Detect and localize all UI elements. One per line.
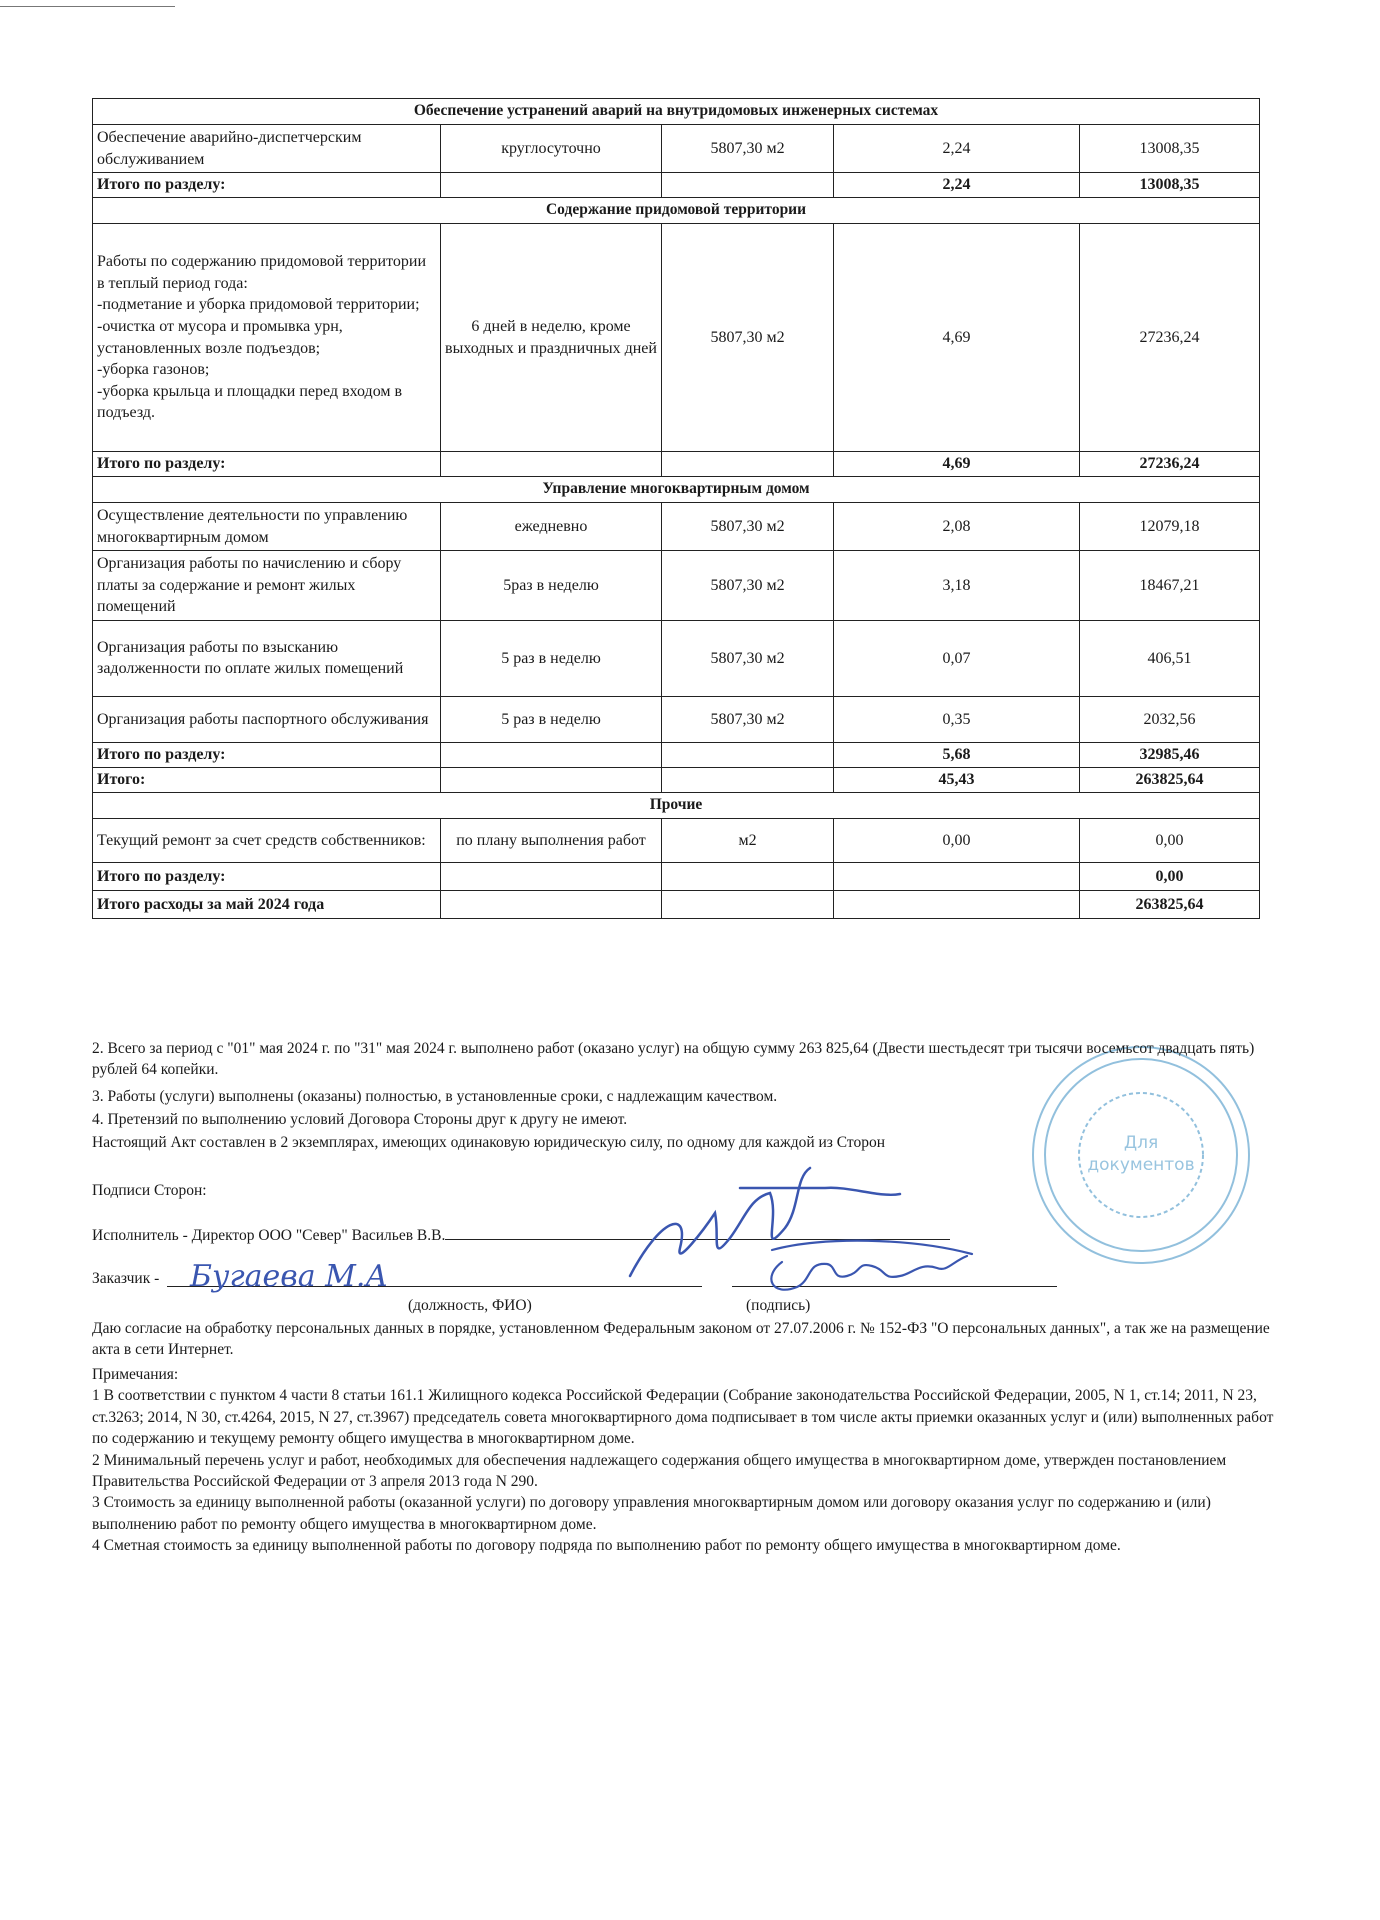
expenses-total-row [93, 890, 1260, 918]
total-sum: 0,00 [1080, 862, 1260, 890]
total-sum: 32985,46 [1080, 742, 1260, 767]
empty-cell [441, 890, 662, 918]
note-item: 3 Стоимость за единицу выполненной работы (оказанной услуги) по договору управления многоквартирным домом или договору оказания услуг по содержанию и (или) выполнению работ по ремонту общего имущества в многоквартирном доме. [92, 1494, 1211, 1533]
note-item: 2 Минимальный перечень услуг и работ, необходимых для обеспечения надлежащего содержания общего имущества в многоквартирном доме, утвержден постановлением Правительства Российской Федерации от 3 апреля 2013 года N 290. [92, 1451, 1227, 1490]
service-rate: 0,07 [834, 620, 1080, 696]
empty-cell [662, 742, 834, 767]
empty-cell [662, 452, 834, 477]
total-sum: 13008,35 [1080, 173, 1260, 198]
paragraph-consent: Даю согласие на обработку персональных данных в порядке, установленном Федеральным законом от 27.07.2006 г. № 152-ФЗ "О персональных данных", а так же на размещение акта в сети Интернет. [92, 1320, 1270, 1359]
total-sum: 27236,24 [1080, 452, 1260, 477]
service-area: 5807,30 м2 [662, 224, 834, 452]
empty-cell [834, 862, 1080, 890]
service-frequency: 6 дней в неделю, кроме выходных и праздничных дней [441, 224, 662, 452]
section-total-row [93, 173, 1260, 198]
empty-cell [441, 862, 662, 890]
total-rate: 2,24 [834, 173, 1080, 198]
section-header-row [93, 198, 1260, 224]
section-total-row [93, 862, 1260, 890]
customer-name-handwriting [186, 1252, 446, 1302]
notes-block [92, 1364, 1292, 1556]
customer-handwritten-text: Бугаева М.А [190, 1259, 389, 1294]
table-row [93, 551, 1260, 621]
service-rate: 3,18 [834, 551, 1080, 621]
service-rate: 4,69 [834, 224, 1080, 452]
empty-cell [662, 862, 834, 890]
stamp-text: документов [1087, 1155, 1195, 1175]
empty-cell [834, 890, 1080, 918]
total-rate: 4,69 [834, 452, 1080, 477]
empty-cell [662, 173, 834, 198]
service-area: 5807,30 м2 [662, 696, 834, 742]
grand-total-label: Итого: [93, 767, 441, 792]
paragraph-quality: 3. Работы (услуги) выполнены (оказаны) полностью, в установленные сроки, с надлежащим качеством. [92, 1088, 778, 1105]
service-area: 5807,30 м2 [662, 502, 834, 550]
section-title: Прочие [93, 792, 1260, 818]
total-label: Итого по разделу: [93, 452, 441, 477]
section-header-row [93, 477, 1260, 503]
service-rate: 0,35 [834, 696, 1080, 742]
service-name: Текущий ремонт за счет средств собственников: [93, 818, 441, 862]
service-frequency: 5 раз в неделю [441, 696, 662, 742]
empty-cell [441, 452, 662, 477]
expenses-total-sum: 263825,64 [1080, 890, 1260, 918]
service-rate: 0,00 [834, 818, 1080, 862]
service-sum: 12079,18 [1080, 502, 1260, 550]
grand-total-row [93, 767, 1260, 792]
service-name: Работы по содержанию придомовой территории в теплый период года: -подметание и уборка придомовой территории; -очистка от мусора и промывка урн, установленных возле подъездов; -уборка газонов; -уборка крыльца и площадки перед входом в подъезд. [93, 224, 441, 452]
service-name: Организация работы по взысканию задолженности по оплате жилых помещений [93, 620, 441, 696]
service-frequency: 5раз в неделю [441, 551, 662, 621]
service-area: м2 [662, 818, 834, 862]
service-name: Осуществление деятельности по управлению многоквартирным домом [93, 502, 441, 550]
table-row [93, 818, 1260, 862]
total-rate: 5,68 [834, 742, 1080, 767]
signatures-heading: Подписи Сторон: [92, 1182, 207, 1199]
service-name: Организация работы по начислению и сбору платы за содержание и ремонт жилых помещений [93, 551, 441, 621]
section-title: Обеспечение устранений аварий на внутридомовых инженерных системах [93, 99, 1260, 125]
service-area: 5807,30 м2 [662, 620, 834, 696]
table-row [93, 224, 1260, 452]
empty-cell [441, 742, 662, 767]
service-rate: 2,24 [834, 124, 1080, 172]
paragraph-claims: 4. Претензий по выполнению условий Договора Стороны друг к другу не имеют. [92, 1111, 628, 1128]
grand-total-sum: 263825,64 [1080, 767, 1260, 792]
section-total-row [93, 452, 1260, 477]
section-total-row [93, 742, 1260, 767]
service-sum: 2032,56 [1080, 696, 1260, 742]
note-item: 4 Сметная стоимость за единицу выполненной работы по договору подряда по выполнению работ по ремонту общего имущества в многоквартирном доме. [92, 1537, 1121, 1554]
empty-cell [662, 890, 834, 918]
service-frequency: ежедневно [441, 502, 662, 550]
service-frequency: по плану выполнения работ [441, 818, 662, 862]
executor-label: Исполнитель - Директор ООО "Север" Васильев В.В. [92, 1227, 446, 1244]
total-label: Итого по разделу: [93, 862, 441, 890]
paragraph-copies: Настоящий Акт составлен в 2 экземплярах, имеющих одинаковую юридическую силу, по одному для каждой из Сторон [92, 1134, 886, 1151]
service-sum: 27236,24 [1080, 224, 1260, 452]
table-row [93, 502, 1260, 550]
empty-cell [662, 767, 834, 792]
service-sum: 406,51 [1080, 620, 1260, 696]
table-row [93, 696, 1260, 742]
note-item: 1 В соответствии с пунктом 4 части 8 статьи 161.1 Жилищного кодекса Российской Федерации (Собрание законодательства Российской Федерации, 2005, N 1, ст.14; 2011, N 23, ст.3263; 2014, N 30, ст.4264, 2015, N 27, ст.3967) председатель совета многоквартирного дома подписывает в том числе акты приемки оказанных услуг и (или) выполненных работ по содержанию и текущему ремонту общего имущества в многоквартирном доме. [92, 1387, 1274, 1448]
service-rate: 2,08 [834, 502, 1080, 550]
section-title: Управление многоквартирным домом [93, 477, 1260, 503]
service-frequency: 5 раз в неделю [441, 620, 662, 696]
empty-cell [441, 767, 662, 792]
table-row [93, 620, 1260, 696]
stamp-text: Для [1123, 1133, 1159, 1153]
scan-edge-line [0, 6, 175, 7]
service-frequency: круглосуточно [441, 124, 662, 172]
section-header-row [93, 99, 1260, 125]
services-table [92, 98, 1260, 919]
paragraph-total-amount: 2. Всего за период с "01" мая 2024 г. по "31" мая 2024 г. выполнено работ (оказано услуг) на общую сумму 263 825,64 (Двести шестьдесят три тысячи восемьсот двадцать пять) рублей 64 копейки. [92, 1040, 1255, 1079]
service-sum: 13008,35 [1080, 124, 1260, 172]
service-area: 5807,30 м2 [662, 551, 834, 621]
total-label: Итого по разделу: [93, 742, 441, 767]
section-header-row [93, 792, 1260, 818]
customer-label: Заказчик - [92, 1270, 160, 1287]
service-name: Организация работы паспортного обслуживания [93, 696, 441, 742]
customer-signature [752, 1232, 982, 1307]
notes-title: Примечания: [92, 1366, 179, 1383]
section-title: Содержание придомовой территории [93, 198, 1260, 224]
caption-role: (должность, ФИО) [408, 1297, 532, 1314]
service-name: Обеспечение аварийно-диспетчерским обслуживанием [93, 124, 441, 172]
service-sum: 0,00 [1080, 818, 1260, 862]
table-row [93, 124, 1260, 172]
total-label: Итого по разделу: [93, 173, 441, 198]
service-sum: 18467,21 [1080, 551, 1260, 621]
service-area: 5807,30 м2 [662, 124, 834, 172]
caption-signature: (подпись) [746, 1297, 811, 1314]
empty-cell [441, 173, 662, 198]
expenses-total-label: Итого расходы за май 2024 года [93, 890, 441, 918]
grand-total-rate: 45,43 [834, 767, 1080, 792]
